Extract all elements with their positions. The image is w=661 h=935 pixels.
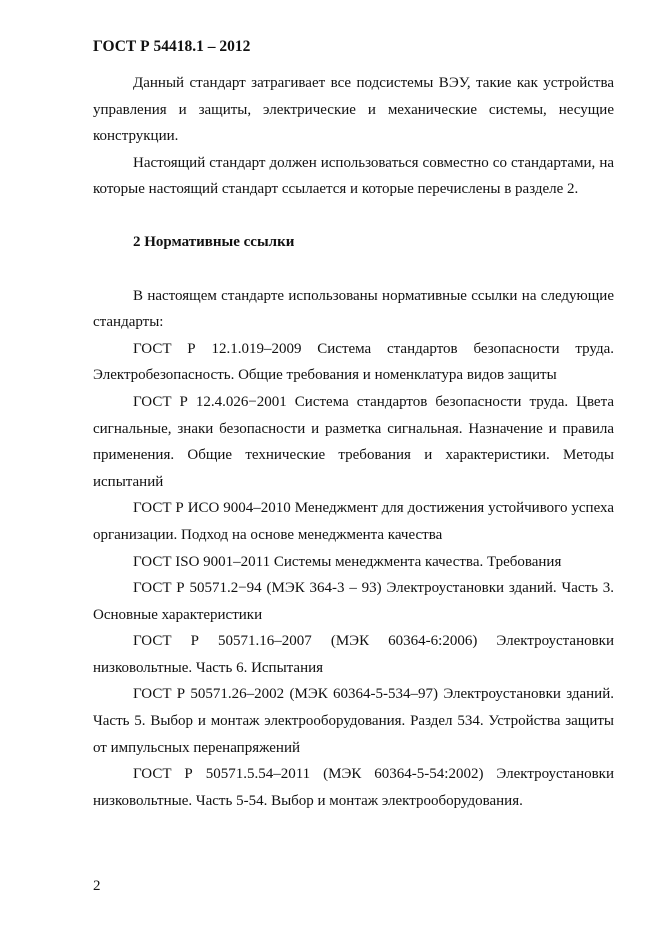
reference-item: ГОСТ Р 50571.2−94 (МЭК 364-3 – 93) Электроустановки зданий. Часть 3. Основные характеристики <box>93 580 614 623</box>
document-header-title: ГОСТ Р 54418.1 – 2012 <box>93 38 251 55</box>
reference-item: ГОСТ Р 12.4.026−2001 Система стандартов безопасности труда. Цвета сигнальные, знаки безопасности и разметка сигнальная. Назначение и правила применения. Общие технические требования и характеристики. Методы испытаний <box>93 393 614 490</box>
reference-item: ГОСТ Р 50571.16–2007 (МЭК 60364-6:2006) Электроустановки низковольтные. Часть 6. Испытания <box>93 633 614 676</box>
page-number: 2 <box>93 878 101 894</box>
intro-paragraph: Настоящий стандарт должен использоваться совместно со стандартами, на которые настоящий стандарт ссылается и которые перечислены в разделе 2. <box>93 154 614 198</box>
intro-paragraph: Данный стандарт затрагивает все подсистемы ВЭУ, такие как устройства управления и защиты, электрические и механические системы, несущие конструкции. <box>93 75 614 145</box>
reference-item: ГОСТ Р ИСО 9004–2010 Менеджмент для достижения устойчивого успеха организации. Подход на основе менеджмента качества <box>93 500 614 543</box>
reference-item: ГОСТ Р 50571.26–2002 (МЭК 60364-5-534–97) Электроустановки зданий. Часть 5. Выбор и монтаж электрооборудования. Раздел 534. Устройства защиты от импульсных перенапряжений <box>93 686 614 756</box>
page-body <box>93 70 614 814</box>
section-heading: 2 Нормативные ссылки <box>133 233 295 250</box>
reference-item: ГОСТ Р 50571.5.54–2011 (МЭК 60364-5-54:2002) Электроустановки низковольтные. Часть 5-54. Выбор и монтаж электрооборудования. <box>93 766 614 809</box>
reference-item: ГОСТ ISO 9001–2011 Системы менеджмента качества. Требования <box>133 553 562 570</box>
reference-intro-paragraph: В настоящем стандарте использованы нормативные ссылки на следующие стандарты: <box>93 287 614 331</box>
reference-item: ГОСТ Р 12.1.019–2009 Система стандартов безопасности труда. Электробезопасность. Общие требования и номенклатура видов защиты <box>93 340 614 384</box>
